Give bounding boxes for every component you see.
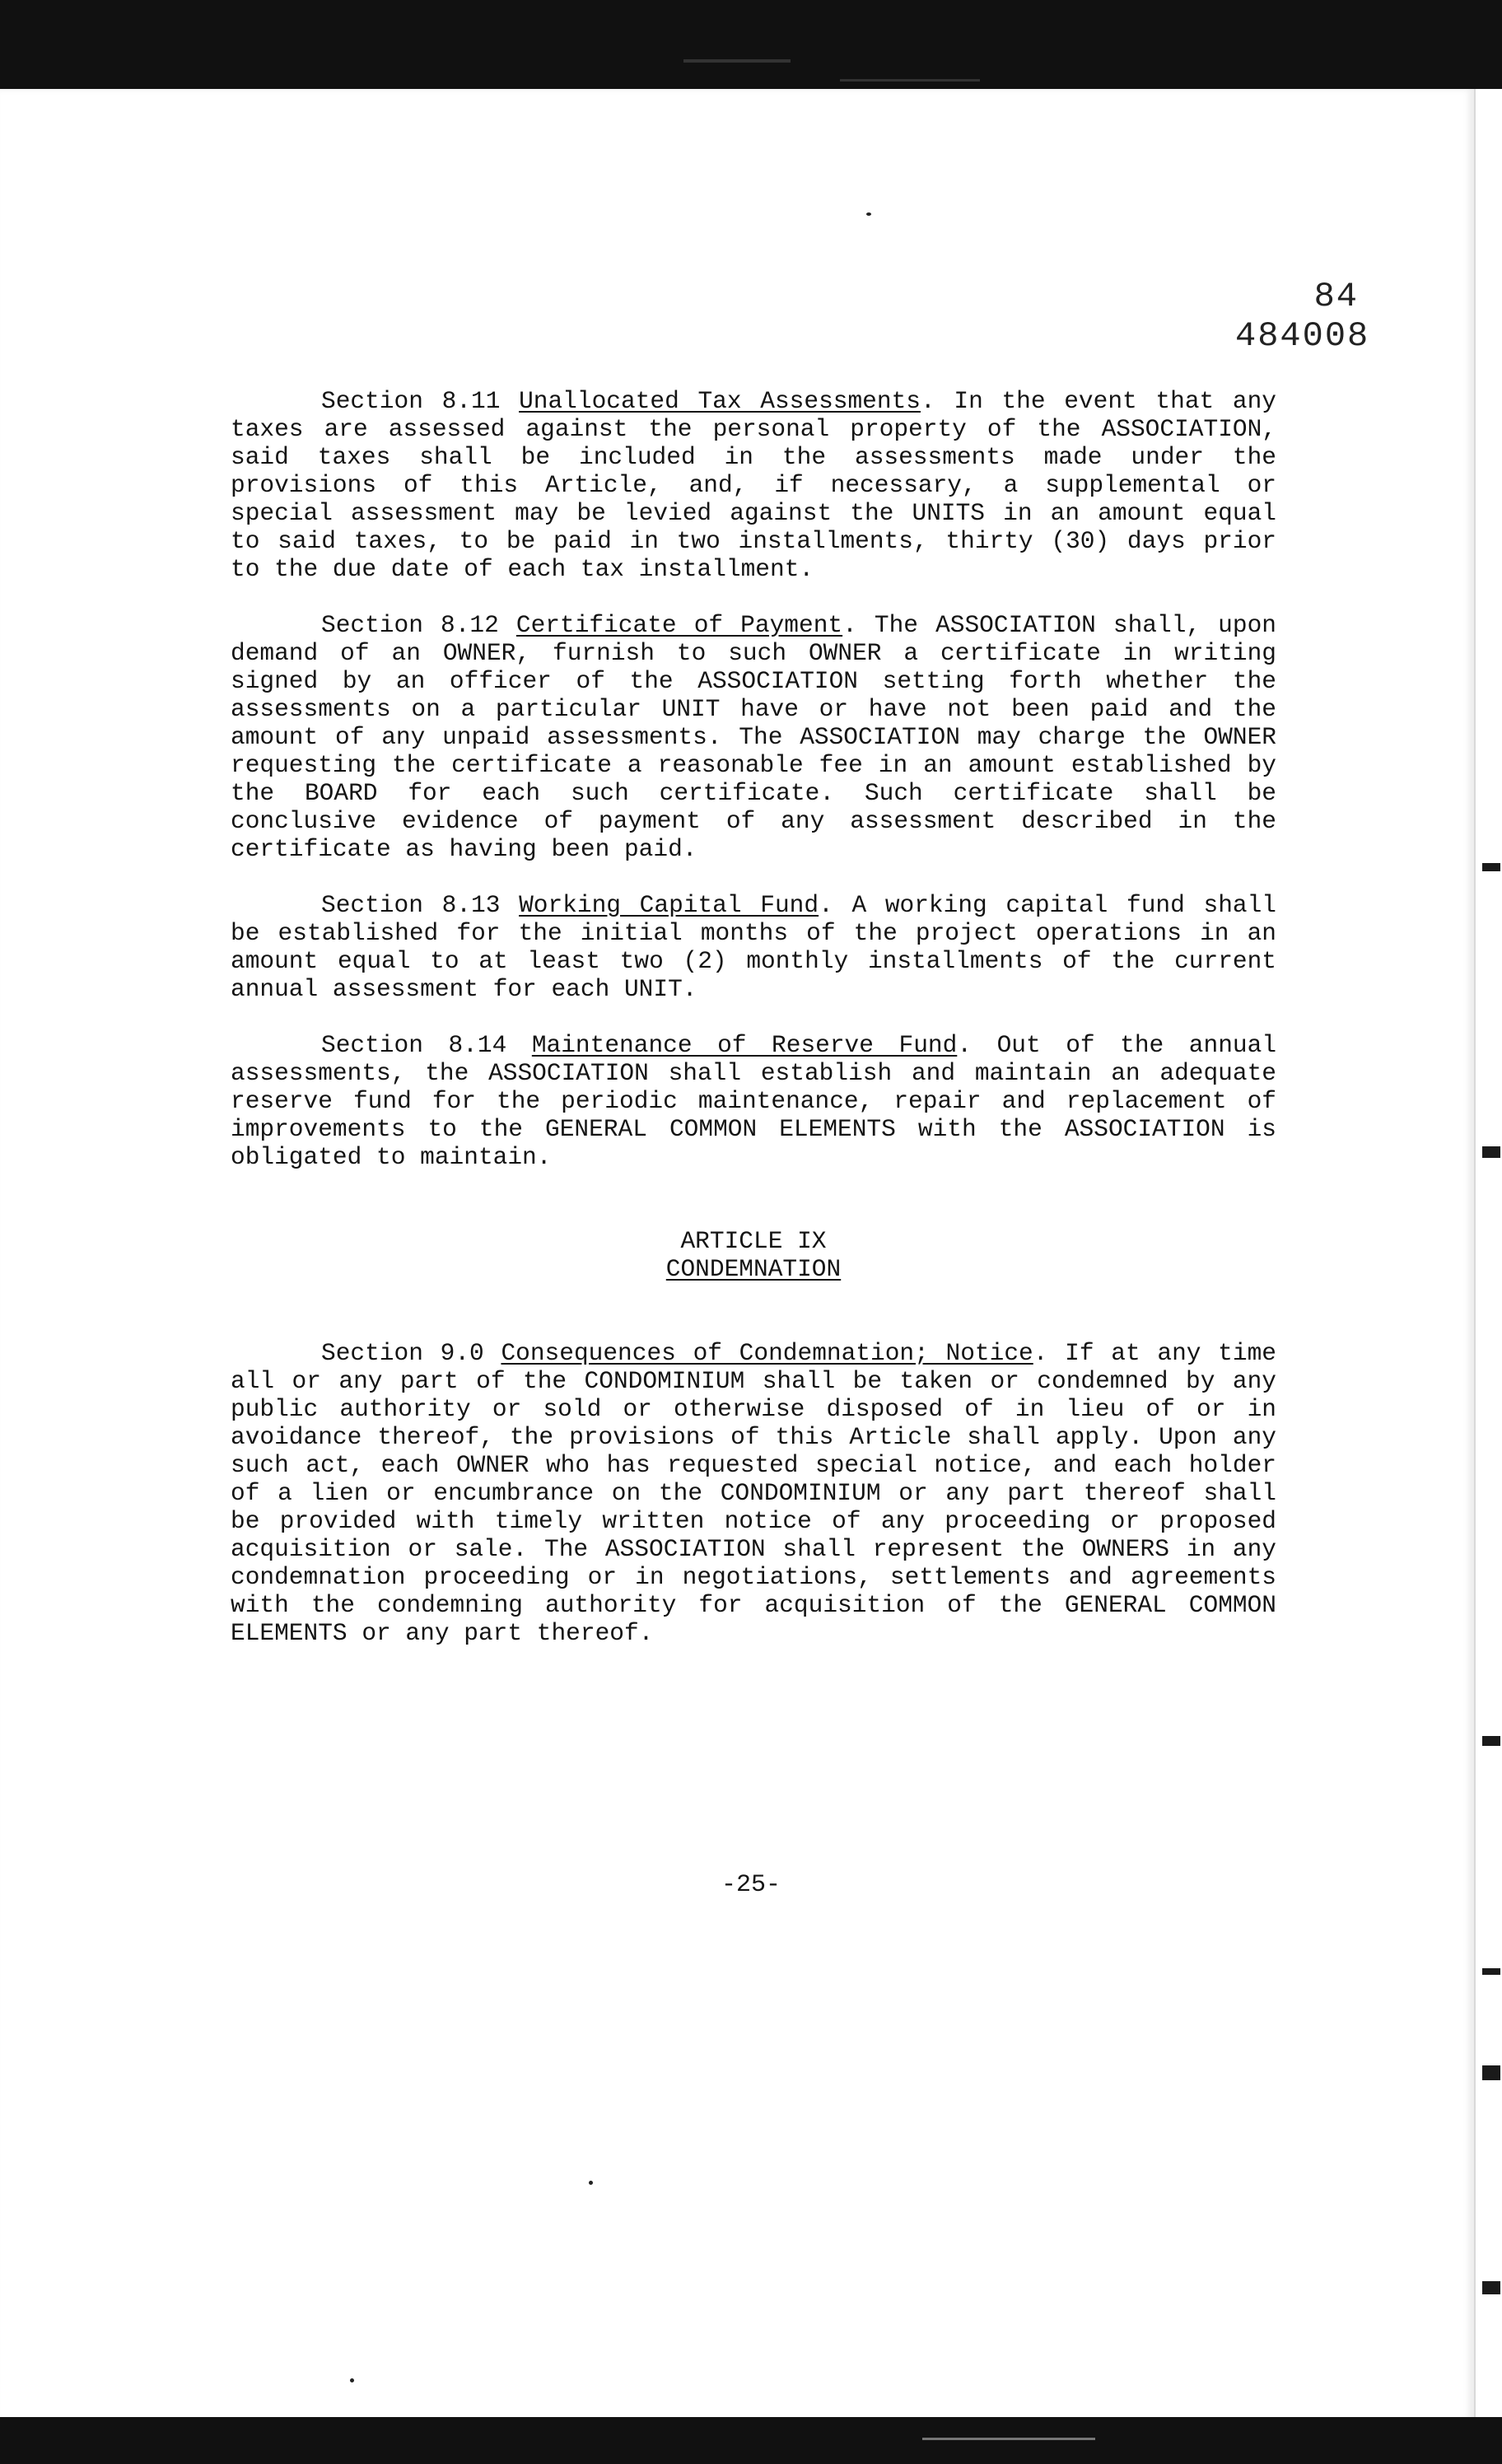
- section-8-11: Section 8.11 Unallocated Tax Assessments. In the event that any taxes are assessed against the personal property of the ASSOCIATION, said taxes shall be included in the assessments made under the provisions of this Article, and, if necessary, a supplemental or special assessment may be levied against the UNITS in an amount equal to said taxes, to be paid in two installments, thirty (30) days prior to the due date of each tax installment.: [231, 387, 1277, 583]
- section-title: Certificate of Payment: [515, 611, 843, 639]
- scan-margin-mark: [1482, 1968, 1500, 1975]
- scan-mark: [683, 59, 791, 63]
- document-number: 84 484008: [1235, 277, 1370, 356]
- section-number: Section 8.12: [321, 611, 499, 639]
- section-9-0: Section 9.0 Consequences of Condemnation; Notice. If at any time all or any part of the CONDOMINIUM shall be taken or condemned by any public authority or sold or otherwise disposed of in lieu of or in avoidance thereof, the provisions of this Article shall apply. Upon any such act, each OWNER who has requested special notice, and each holder of a lien or encumbrance on the CONDOMINIUM or any part thereof shall be provided with timely written notice of any proceeding or proposed acquisition or sale. The ASSOCIATION shall represent the OWNERS in any condemnation proceeding or in negotiations, settlements and agreements with the condemning authority for acquisition of the GENERAL COMMON ELEMENTS or any part thereof.: [231, 1339, 1276, 1647]
- scan-margin-mark: [1482, 2281, 1500, 2294]
- section-8-14: Section 8.14 Maintenance of Reserve Fund. Out of the annual assessments, the ASSOCIATION shall establish and maintain an adequate reserve fund for the periodic maintenance, repair and replacement of improvements to the GENERAL COMMON ELEMENTS with the ASSOCIATION is obligated to maintain.: [231, 1031, 1277, 1171]
- scan-speck: [589, 2181, 593, 2185]
- scan-speck: [866, 212, 871, 216]
- article-title: CONDEMNATION: [665, 1255, 842, 1283]
- section-8-12: Section 8.12 Certificate of Payment. The ASSOCIATION shall, upon demand of an OWNER, furnish to such OWNER a certificate in writing signed by an officer of the ASSOCIATION setting forth whether the assessments on a particular UNIT have or have not been paid and the amount of any unpaid assessments. The ASSOCIATION may charge the OWNER requesting the certificate a reasonable fee in an amount established by the BOARD for each such certificate. Such certificate shall be conclusive evidence of payment of any assessment described in the certificate as having been paid.: [231, 611, 1276, 863]
- section-number: Section 8.13: [321, 891, 501, 919]
- section-text: In the event that any taxes are assessed against the personal property of the ASSOCIATION, said taxes shall be included in the assessments made under the provisions of this Article, and, if necessary, a supplemental or special assessment may be levied against the UNITS in an amount equal to said taxes, to be paid in two installments, thirty (30) days prior to the due date of each tax installment.: [231, 387, 1277, 583]
- section-number: Section 8.14: [321, 1031, 507, 1059]
- scan-margin-mark: [1482, 1146, 1500, 1158]
- scan-margin-mark: [1482, 2065, 1500, 2080]
- scan-edge-top: [0, 0, 1502, 91]
- scan-mark: [840, 79, 980, 82]
- document-body: [231, 387, 1276, 1647]
- section-8-13: Section 8.13 Working Capital Fund. A working capital fund shall be established for the initial months of the project operations in an amount equal to at least two (2) monthly installments of the current annual assessment for each UNIT.: [231, 891, 1277, 1003]
- section-text: Out of the annual assessments, the ASSOCIATION shall establish and maintain an adequate reserve fund for the periodic maintenance, repair and replacement of improvements to the GENERAL COMMON ELEMENTS with the ASSOCIATION is obligated to maintain.: [231, 1031, 1277, 1171]
- article-heading-block: [231, 1227, 1276, 1283]
- page-number: -25-: [721, 1871, 781, 1899]
- section-number: Section 8.11: [321, 387, 501, 415]
- section-number: Section 9.0: [321, 1339, 484, 1367]
- section-title: Consequences of Condemnation; Notice: [501, 1339, 1033, 1367]
- scan-margin-mark: [1482, 863, 1500, 871]
- scan-speck: [350, 2378, 354, 2382]
- scan-mark: [922, 2438, 1095, 2440]
- section-text: The ASSOCIATION shall, upon demand of an OWNER, furnish to such OWNER a certificate in writing signed by an officer of the ASSOCIATION setting forth whether the assessments on a particular UNIT have or have not been paid and the amount of any unpaid assessments. The ASSOCIATION may charge the OWNER requesting the certificate a reasonable fee in an amount established by the BOARD for each such certificate. Such certificate shall be conclusive evidence of payment of any assessment described in the certificate as having been paid.: [231, 611, 1276, 863]
- scan-margin-mark: [1482, 1736, 1500, 1746]
- section-title: Maintenance of Reserve Fund: [531, 1031, 958, 1059]
- article-heading: ARTICLE IX: [680, 1227, 827, 1255]
- scan-edge-bottom: [0, 2417, 1502, 2464]
- section-title: Working Capital Fund: [519, 891, 819, 919]
- section-title: Unallocated Tax Assessments: [519, 387, 921, 415]
- section-text: If at any time all or any part of the CONDOMINIUM shall be taken or condemned by any public authority or sold or otherwise disposed of in lieu of or in avoidance thereof, the provisions of this Article shall apply. Upon any such act, each OWNER who has requested special notice, and each holder of a lien or encumbrance on the CONDOMINIUM or any part thereof shall be provided with timely written notice of any proceeding or proposed acquisition or sale. The ASSOCIATION shall represent the OWNERS in any condemnation proceeding or in negotiations, settlements and agreements with the condemning authority for acquisition of the GENERAL COMMON ELEMENTS or any part thereof.: [231, 1339, 1276, 1647]
- section-text: A working capital fund shall be established for the initial months of the project operations in an amount equal to at least two (2) monthly installments of the current annual assessment for each UNIT.: [231, 891, 1277, 1003]
